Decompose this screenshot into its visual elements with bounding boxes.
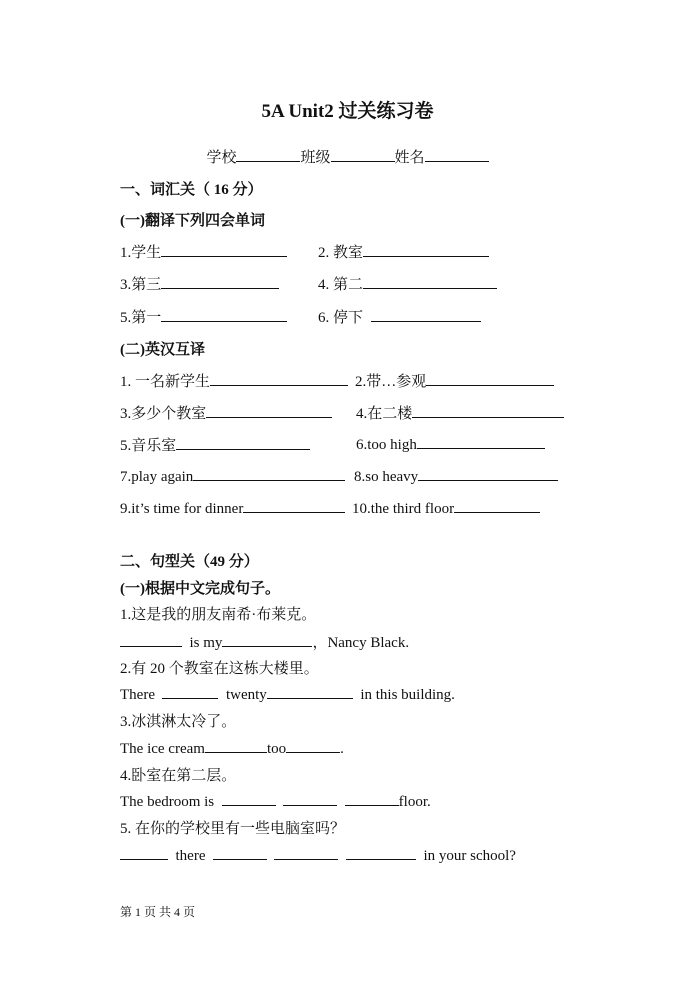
translate-item-1: 1. 一名新学生 xyxy=(120,370,348,391)
answer-blank[interactable] xyxy=(454,498,540,513)
class-label: 班级 xyxy=(300,150,331,166)
name-blank[interactable] xyxy=(425,147,489,162)
answer-blank[interactable] xyxy=(363,274,497,289)
translate-item-2: 2.带…参观 xyxy=(355,370,554,391)
answer-blank[interactable] xyxy=(206,403,332,418)
answer-blank[interactable] xyxy=(274,845,338,860)
translate-item-8: 8.so heavy xyxy=(354,466,558,486)
school-blank[interactable] xyxy=(236,147,300,162)
answer-blank[interactable] xyxy=(418,466,558,481)
answer-blank[interactable] xyxy=(222,632,312,647)
answer-blank[interactable] xyxy=(162,684,218,699)
answer-blank[interactable] xyxy=(267,684,353,699)
question-1-chinese: 1.这是我的朋友南希·布莱克。 xyxy=(120,607,317,623)
translate-item-9: 9.it’s time for dinner xyxy=(120,498,345,518)
vocab-item-2: 2. 教室 xyxy=(318,241,489,262)
section1-heading: 一、词汇关（ 16 分） xyxy=(120,182,263,198)
answer-blank[interactable] xyxy=(161,307,287,322)
answer-blank[interactable] xyxy=(345,791,399,806)
answer-blank[interactable] xyxy=(213,845,267,860)
answer-blank[interactable] xyxy=(426,371,554,386)
translate-item-5: 5.音乐室 xyxy=(120,434,310,455)
answer-blank[interactable] xyxy=(283,791,337,806)
answer-blank[interactable] xyxy=(243,498,345,513)
page-footer: 第 1 页 共 4 页 xyxy=(120,905,196,919)
question-4-sentence: The bedroom is floor. xyxy=(120,791,431,811)
section1-part2-heading: (二)英汉互译 xyxy=(120,342,205,358)
answer-blank[interactable] xyxy=(210,371,348,386)
question-4-chinese: 4.卧室在第二层。 xyxy=(120,768,237,784)
answer-blank[interactable] xyxy=(222,791,276,806)
answer-blank[interactable] xyxy=(120,632,182,647)
vocab-item-4: 4. 第二 xyxy=(318,273,497,294)
question-1-sentence: is my ，Nancy Black. xyxy=(120,631,409,652)
question-5-sentence: there in your school? xyxy=(120,845,516,865)
section2-heading: 二、句型关（49 分） xyxy=(120,554,259,570)
vocab-item-6: 6. 停下 xyxy=(318,306,481,327)
question-3-sentence: The ice cream too . xyxy=(120,738,344,758)
vocab-item-3: 3.第三 xyxy=(120,273,279,294)
translate-item-10: 10.the third floor xyxy=(352,498,540,518)
answer-blank[interactable] xyxy=(193,466,345,481)
answer-blank[interactable] xyxy=(346,845,416,860)
answer-blank[interactable] xyxy=(205,738,267,753)
question-5-chinese: 5. 在你的学校里有一些电脑室吗？ xyxy=(120,821,346,837)
section1-part1-heading: (一)翻译下列四会单词 xyxy=(120,213,265,229)
class-blank[interactable] xyxy=(331,147,395,162)
vocab-item-5: 5.第一 xyxy=(120,306,287,327)
answer-blank[interactable] xyxy=(120,845,168,860)
vocab-item-1: 1.学生 xyxy=(120,241,287,262)
answer-blank[interactable] xyxy=(371,307,481,322)
question-3-chinese: 3.冰淇淋太冷了。 xyxy=(120,714,237,730)
page-title: 5A Unit2 过关练习卷 xyxy=(261,101,434,122)
answer-blank[interactable] xyxy=(161,242,287,257)
answer-blank[interactable] xyxy=(363,242,489,257)
question-2-sentence: There twenty in this building. xyxy=(120,684,455,704)
translate-item-3: 3.多少个教室 xyxy=(120,402,332,423)
translate-item-7: 7.play again xyxy=(120,466,345,486)
school-label: 学校 xyxy=(206,150,237,166)
answer-blank[interactable] xyxy=(286,738,340,753)
name-label: 姓名 xyxy=(394,150,425,166)
student-info-line xyxy=(0,146,695,167)
answer-blank[interactable] xyxy=(417,434,545,449)
answer-blank[interactable] xyxy=(412,403,564,418)
answer-blank[interactable] xyxy=(161,274,279,289)
translate-item-4: 4.在二楼 xyxy=(356,402,564,423)
answer-blank[interactable] xyxy=(176,435,310,450)
section2-part1-heading: (一)根据中文完成句子。 xyxy=(120,581,280,597)
question-2-chinese: 2.有 20 个教室在这栋大楼里。 xyxy=(120,661,319,677)
translate-item-6: 6.too high xyxy=(356,434,545,454)
